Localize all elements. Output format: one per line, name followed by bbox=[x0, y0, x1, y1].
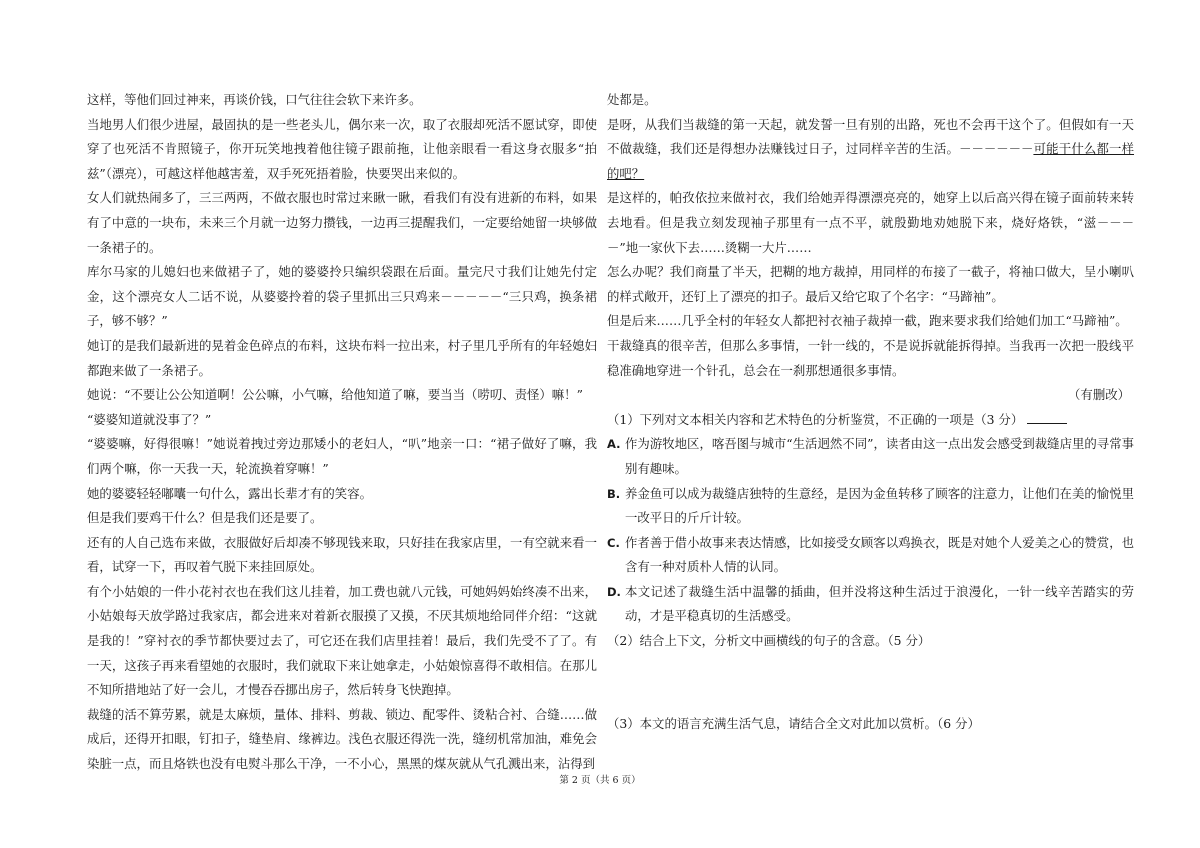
question-1-text: （1）下列对文本相关内容和艺术特色的分析鉴赏，不正确的一项是（3 分） bbox=[607, 411, 1024, 427]
question-3: （3）本文的语言充满生活气息，请结合全文对此加以赏析。（6 分） bbox=[607, 715, 980, 731]
answer-blank[interactable] bbox=[1027, 411, 1067, 424]
right-paragraph-2-text: 是呀，从我们当裁缝的第一天起，就发誓一旦有别的出路，死也不会再干这个了。但假如有一天不做裁缝，我们还是得想办法赚钱过日子，过同样辛苦的生活。－－－－－－ bbox=[607, 116, 1134, 157]
left-paragraph-13: 裁缝的活不算劳累，就是太麻烦，量体、排料、剪裁、锁边、配零件、烫粘合衬、合缝……做成后，还得开扣眼，钉扣子，缝垫肩、缘裤边。浅色衣服还得洗一洗，缝纫机常加油，难免会染脏一点，而且烙铁也没有电熨斗那么干净，一不小心，黑黑的煤灰就从气孔溅出来，沾得到 bbox=[87, 706, 597, 772]
answer-space[interactable] bbox=[607, 654, 1134, 712]
left-paragraph-11: 还有的人自己选布来做，衣服做好后却凑不够现钱来取，只好挂在我家店里，一有空就来看一看，试穿一下，再叹着气脱下来挂回原处。 bbox=[87, 534, 597, 575]
left-paragraph-4: 库尔马家的儿媳妇也来做裙子了，她的婆婆拎只编织袋跟在后面。量完尺寸我们让她先付定金，这个漂亮女人二话不说，从婆婆拎着的袋子里抓出三只鸡来－－－－－“三只鸡，换条裙子，够不够？” bbox=[87, 264, 597, 329]
left-paragraph-1: 这样，等他们回过神来，再谈价钱，口气往往会软下来许多。 bbox=[87, 92, 422, 107]
left-paragraph-8: “婆婆嘛，好得很嘛！”她说着拽过旁边那矮小的老妇人，“叭”地亲一口：“裙子做好了嘛，我们两个嘛，你一天我一天，轮流换着穿嘛！” bbox=[87, 436, 597, 476]
right-paragraph-1: 处都是。 bbox=[607, 92, 657, 107]
right-column bbox=[607, 88, 1134, 736]
option-c bbox=[607, 531, 1134, 580]
left-column bbox=[87, 88, 597, 777]
right-paragraph-3: 是这样的，帕孜依拉来做衬衣，我们给她弄得漂漂亮亮的，她穿上以后高兴得在镜子面前转来转去地看。但是我立刻发现袖子那里有一点不平，就殷勤地劝她脱下来，烧好烙铁，“滋－－－－”地一家伙下去……烫糊一大片…… bbox=[607, 190, 1134, 255]
option-text: 作者善于借小故事来表达情感，比如接受女顾客以鸡换衣，既是对她个人爱美之心的赞赏，也含有一种对质朴人情的认同。 bbox=[625, 534, 1134, 575]
left-paragraph-10: 但是我们要鸡干什么？但是我们还是要了。 bbox=[87, 510, 323, 526]
left-paragraph-9: 她的婆婆轻轻嘟囔一句什么，露出长辈才有的笑容。 bbox=[87, 485, 372, 501]
option-letter: D. bbox=[607, 584, 621, 599]
right-paragraph-2 bbox=[607, 113, 1134, 187]
option-text: 养金鱼可以成为裁缝店独特的生意经，是因为金鱼转移了顾客的注意力，让他们在美的愉悦里一改平日的斤斤计较。 bbox=[625, 485, 1134, 526]
options-list bbox=[607, 432, 1134, 629]
left-paragraph-12: 有个小姑娘的一件小花衬衣也在我们这儿挂着，加工费也就八元钱，可她妈妈始终凑不出来，小姑娘每天放学路过我家店，都会进来对着新衣服摸了又摸，不厌其烦地给同伴介绍：“这就是我的！”穿衬衣的季节都快要过去了，可它还在我们店里挂着！最后，我们先受不了了。有一天，这孩子再来看望她的衣服时，我们就取下来让她拿走，小姑娘惊喜得不敢相信。在那儿不知所措地站了好一会儿，才慢吞吞挪出房子，然后转身飞快跑掉。 bbox=[87, 583, 597, 698]
question-1 bbox=[607, 408, 1134, 433]
underlined-sentence: 可能干什么都一样的吧？ bbox=[607, 141, 1135, 181]
left-paragraph-5: 她订的是我们最新进的晃着金色碎点的布料，这块布料一拉出来，村子里几乎所有的年轻媳妇都跑来做了一条裙子。 bbox=[87, 337, 597, 378]
page-footer: 第 2 页（共 6 页） bbox=[559, 775, 641, 786]
right-paragraph-5: 但是后来……几乎全村的年轻女人都把衬衣袖子裁掉一截，跑来要求我们给她们加工“马蹄袖”。 bbox=[607, 313, 1128, 329]
source-note: （有删改） bbox=[1068, 387, 1130, 403]
option-text: 本文记述了裁缝生活中温馨的插曲，但并没将这种生活过于浪漫化，一针一线辛苦踏实的劳动，才是平稳真切的生活感受。 bbox=[625, 583, 1134, 624]
left-paragraph-2: 当地男人们很少进屋，最固执的是一些老头儿，偶尔来一次，取了衣服却死活不愿试穿，即使穿了也死活不肯照镜子，你开玩笑地拽着他往镜子跟前拖，让他亲眼看一看这身衣服多“拍兹”（漂亮），可越这样他越害羞，双手死死捂着脸，快要哭出来似的。 bbox=[87, 116, 597, 181]
right-paragraph-4: 怎么办呢？我们商量了半天，把糊的地方裁掉，用同样的布接了一截子，将袖口做大，呈小喇叭的样式敞开，还钉上了漂亮的扣子。最后又给它取了个名字：“马蹄袖”。 bbox=[607, 264, 1134, 304]
option-letter: A. bbox=[607, 437, 621, 452]
option-b bbox=[607, 482, 1134, 531]
option-d bbox=[607, 580, 1134, 629]
option-a bbox=[607, 432, 1134, 481]
option-letter: C. bbox=[607, 535, 620, 550]
question-2: （2）结合上下文，分析文中画横线的句子的含意。（5 分） bbox=[607, 633, 931, 649]
right-paragraph-6: 干裁缝真的很辛苦，但那么多事情，一针一线的，不是说拆就能拆得掉。当我再一次把一股线平稳准确地穿进一个针孔，总会在一刹那想通很多事情。 bbox=[607, 337, 1134, 378]
option-letter: B. bbox=[607, 486, 621, 501]
left-paragraph-3: 女人们就热闹多了，三三两两，不做衣服也时常过来瞅一瞅，看我们有没有进新的布料，如果有了中意的一块布，未来三个月就一边努力攒钱，一边再三提醒我们，一定要给她留一块够做一条裙子的。 bbox=[87, 190, 597, 255]
left-paragraph-7: “婆婆知道就没事了？” bbox=[87, 411, 212, 427]
option-text: 作为游牧地区，喀吾图与城市“生活迥然不同”，读者由这一点出发会感受到裁缝店里的寻常事别有趣味。 bbox=[625, 436, 1134, 476]
left-paragraph-6: 她说：“不要让公公知道啊！公公嘛，小气嘛，给他知道了嘛，要当当（唠叨、责怪）嘛！” bbox=[87, 387, 583, 403]
